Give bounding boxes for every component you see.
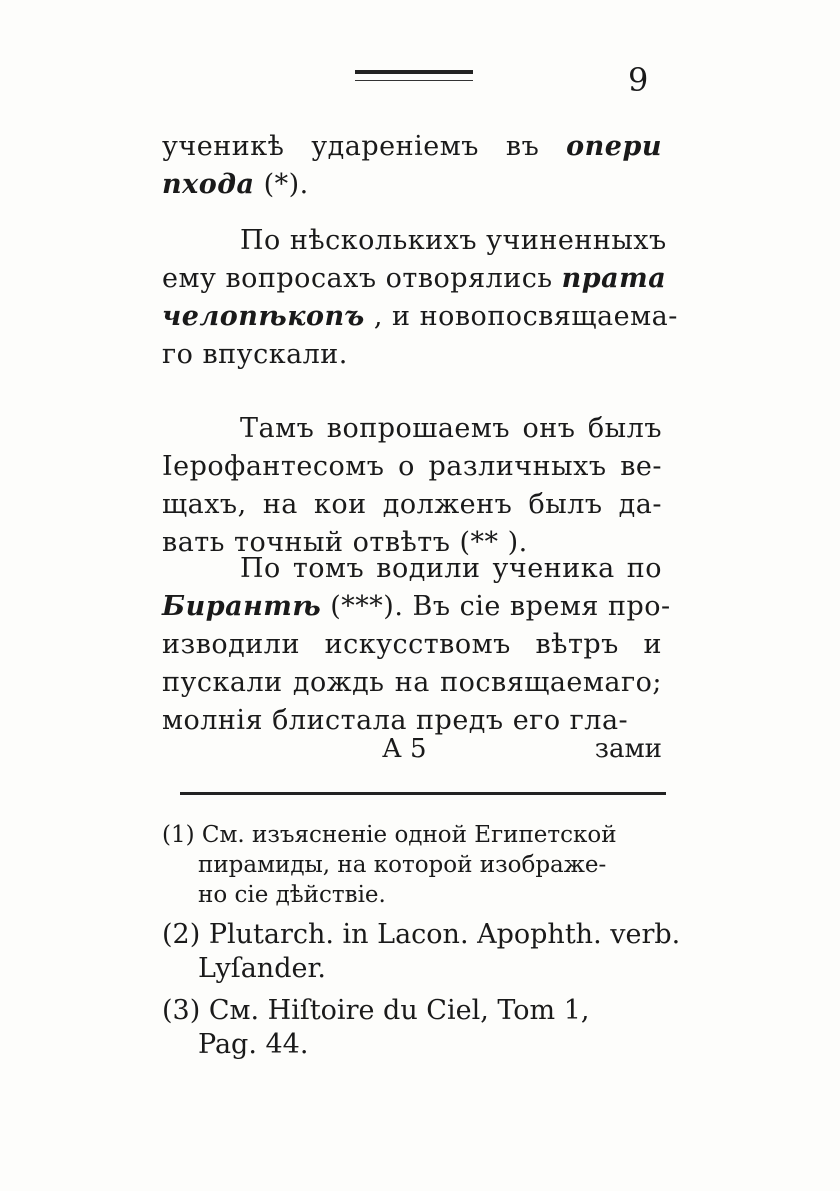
text-span: молнiя блистала предъ его гла- xyxy=(162,705,629,736)
text-line xyxy=(162,550,662,588)
footnote-line: (2) Plutarch. in Lacon. Apophth. verb. xyxy=(162,919,681,950)
footnote xyxy=(162,918,681,986)
footnote-divider xyxy=(180,792,666,795)
footnote xyxy=(162,820,672,910)
paragraph xyxy=(162,410,662,562)
footnote xyxy=(162,994,672,1062)
paragraph xyxy=(162,222,678,374)
footnote-line: Lyſander. xyxy=(198,953,326,984)
text-span: По томъ водили ученика по xyxy=(240,553,662,584)
page-number: 9 xyxy=(628,61,649,99)
emphasized-text: опери xyxy=(566,131,662,162)
text-span: По нѣсколькихъ учиненныхъ xyxy=(240,225,667,256)
footnote-line: (3) См. Hiſtoire du Ciel, Tom 1, xyxy=(162,995,590,1026)
text-span: го впускали. xyxy=(162,339,348,370)
footnote-line: пирамиды, на которой изображе- xyxy=(198,852,607,878)
text-line xyxy=(162,588,671,626)
text-line xyxy=(162,486,662,524)
text-line xyxy=(162,626,662,664)
paragraph xyxy=(162,550,671,740)
text-line xyxy=(162,448,662,486)
text-span: (***). Въ сiе время про- xyxy=(321,591,671,622)
text-span: пускали дождь на посвящаемаго; xyxy=(162,667,662,698)
text-span: (*). xyxy=(254,169,309,200)
text-line xyxy=(162,410,662,448)
emphasized-text: челопѣкопъ xyxy=(162,301,365,332)
emphasized-text: прата xyxy=(561,263,667,294)
text-line xyxy=(162,128,662,166)
text-span: Тамъ вопрошаемъ онъ былъ xyxy=(240,413,662,444)
text-line xyxy=(162,260,667,298)
text-line xyxy=(162,166,662,204)
text-line xyxy=(162,336,662,374)
text-line xyxy=(162,222,667,260)
text-span: щахъ, на кои долженъ былъ да- xyxy=(162,489,662,520)
footnote-line: (1) См. изъясненiе одной Египетской xyxy=(162,822,617,848)
text-span: изводили искусствомъ вѣтръ и xyxy=(162,629,662,660)
text-line xyxy=(162,298,678,336)
header-ornament-rule xyxy=(355,70,473,74)
paragraph xyxy=(162,128,662,204)
catchword: зами xyxy=(594,734,662,764)
emphasized-text: Бирантѣ xyxy=(162,591,322,622)
signature-mark: А 5 xyxy=(382,734,427,764)
text-span: ему вопросахъ отворялись xyxy=(162,263,562,294)
text-span: Iерофантесомъ о различныхъ ве- xyxy=(162,451,662,482)
footnotes xyxy=(162,820,681,1070)
footnote-line: но сiе дѣйствiе. xyxy=(198,882,386,908)
footnote-line: Pag. 44. xyxy=(198,1029,309,1060)
text-span: ученикѣ ударенiемъ въ xyxy=(162,131,567,162)
text-span: , и новопосвящаема- xyxy=(364,301,678,332)
text-span: вать точный отвѣтъ (** ). xyxy=(162,527,528,558)
text-line xyxy=(162,664,662,702)
emphasized-text: пхода xyxy=(162,169,255,200)
